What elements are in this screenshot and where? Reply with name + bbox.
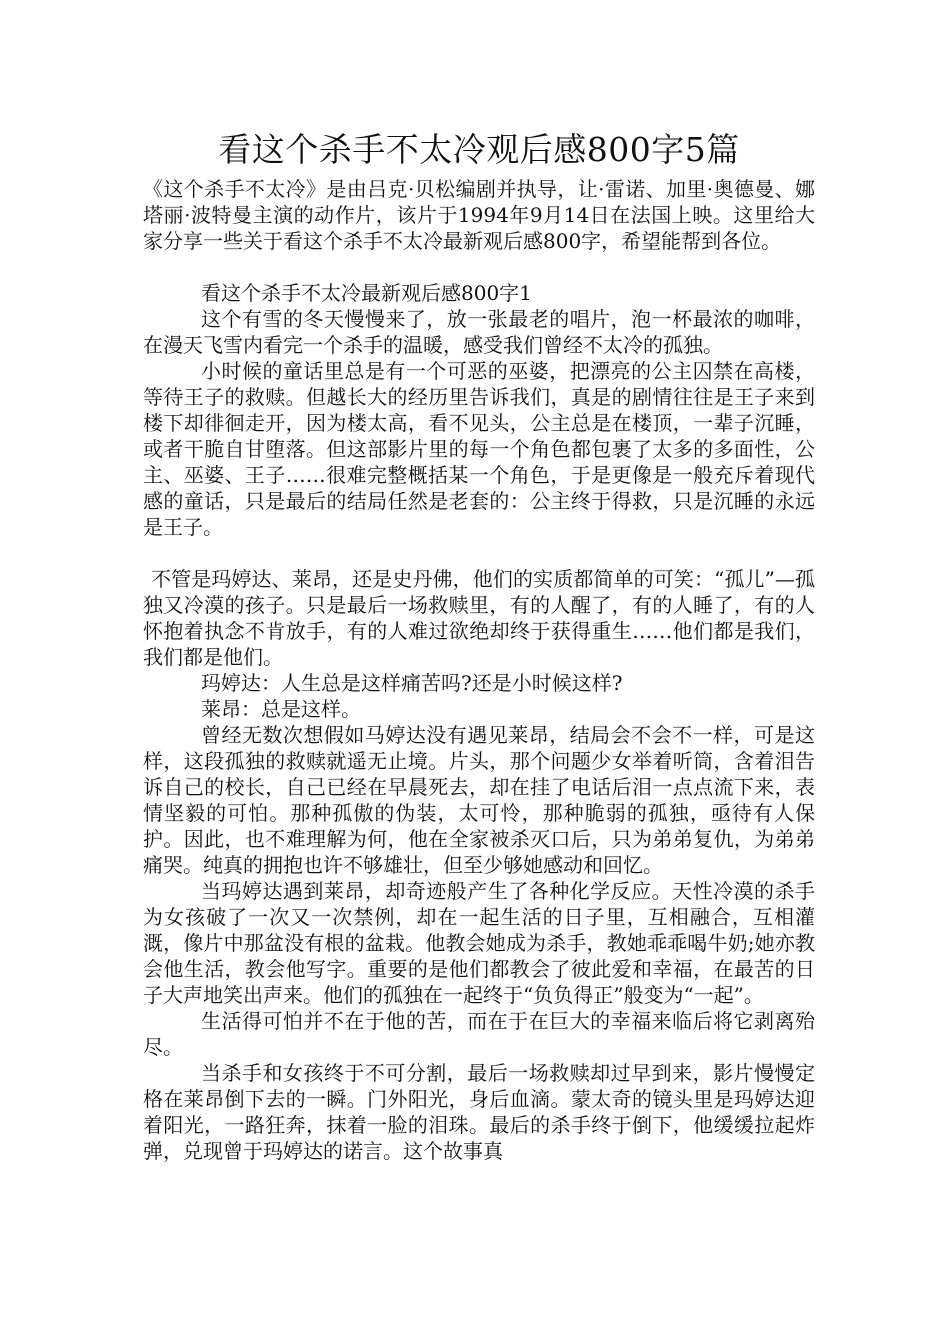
document-page — [143, 128, 815, 1164]
body-paragraph: 这个有雪的冬天慢慢来了，放一张最老的唱片，泡一杯最浓的咖啡，在漫天飞雪内看完一个杀手的温暖，感受我们曾经不太冷的孤独。 — [143, 307, 815, 357]
intro-paragraph: 《这个杀手不太冷》是由吕克·贝松编剧并执导，让·雷诺、加里·奥德曼、娜塔丽·波特曼主演的动作片，该片于1994年9月14日在法国上映。这里给大家分享一些关于看这个杀手不太冷最新观后感800字，希望能帮到各位。 — [143, 177, 815, 253]
section-heading: 看这个杀手不太冷最新观后感800字1 — [201, 281, 532, 305]
body-paragraph: 小时候的童话里总是有一个可恶的巫婆，把漂亮的公主囚禁在高楼，等待王子的救赎。但越长大的经历里告诉我们，真是的剧情往往是王子来到楼下却徘徊走开，因为楼太高，看不见头，公主总是在楼顶，一辈子沉睡，或者干脆自甘堕落。但这部影片里的每一个角色都包裹了太多的多面性，公主、巫婆、王子……很难完整概括某一个角色，于是更像是一般充斥着现代感的童话，只是最后的结局任然是老套的：公主终于得救，只是沉睡的永远是王子。 — [143, 359, 815, 539]
body-paragraph: 生活得可怕并不在于他的苦，而在于在巨大的幸福来临后将它剥离殆尽。 — [143, 1009, 815, 1059]
body-paragraph: 曾经无数次想假如马婷达没有遇见莱昂，结局会不会不一样，可是这样，这段孤独的救赎就遥无止境。片头，那个问题少女举着听筒，含着泪告诉自己的校长，自己已经在早晨死去，却在挂了电话后泪一点点流下来，表情坚毅的可怕。那种孤傲的伪装，太可怜，那种脆弱的孤独，亟待有人保护。因此，也不难理解为何，他在全家被杀灭口后，只为弟弟复仇，为弟弟痛哭。纯真的拥抱也许不够雄壮，但至少够她感动和回忆。 — [143, 723, 815, 877]
blank-line — [143, 254, 815, 280]
body-paragraph: 当玛婷达遇到莱昂，却奇迹般产生了各种化学反应。天性冷漠的杀手为女孩破了一次又一次禁例，却在一起生活的日子里，互相融合，互相灌溉，像片中那盆没有根的盆栽。他教会她成为杀手，教她乖乖喝牛奶;她亦教会他生活，教会他写字。重要的是他们都教会了彼此爱和幸福，在最苦的日子大声地笑出声来。他们的孤独在一起终于“负负得正”般变为“一起”。 — [143, 879, 815, 1007]
body-paragraph: 不管是玛婷达、莱昂，还是史丹佛，他们的实质都简单的可笑：“孤儿”—孤独又冷漠的孩子。只是最后一场救赎里，有的人醒了，有的人睡了，有的人怀抱着执念不肯放手，有的人难过欲绝却终于获得重生……他们都是我们，我们都是他们。 — [143, 567, 815, 669]
dialogue-line: 莱昂：总是这样。 — [201, 697, 361, 721]
blank-line — [143, 540, 815, 566]
dialogue-line: 玛婷达：人生总是这样痛苦吗?还是小时候这样? — [201, 671, 623, 695]
document-title: 看这个杀手不太冷观后感800字5篇 — [218, 130, 740, 169]
body-paragraph: 当杀手和女孩终于不可分割，最后一场救赎却过早到来，影片慢慢定格在莱昂倒下去的一瞬。门外阳光，身后血滴。蒙太奇的镜头里是玛婷达迎着阳光，一路狂奔，抹着一脸的泪珠。最后的杀手终于倒下，他缓缓拉起炸弹，兑现曾于玛婷达的诺言。这个故事真 — [143, 1061, 815, 1163]
